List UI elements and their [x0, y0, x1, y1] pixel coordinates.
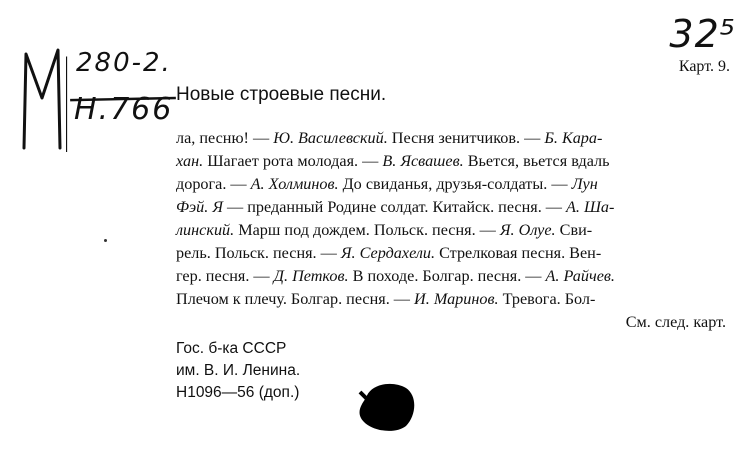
library-line: Гос. б-ка СССР [176, 340, 287, 357]
handwritten-code-top: 280-2. [76, 48, 172, 78]
body-line: Плечом к плечу. Болгар. песня. — И. Маринов. Тревога. Бол- [176, 290, 596, 308]
author-name: Фэй. [176, 198, 209, 216]
author-name: Д. Петков. [273, 267, 349, 285]
body-line: ла, песню! — Ю. Василевский. Песня зенитчиков. — Б. Кара- [176, 129, 603, 147]
corner-number: 32⁵ [669, 12, 736, 56]
body-line: Фэй. Я — преданный Родине солдат. Китайск. песня. — А. Ша- [176, 198, 615, 216]
author-name: Я. Сердахели. [340, 244, 436, 262]
body-line: линский. Марш под дождем. Польск. песня. — Я. Олуе. Сви- [176, 221, 593, 239]
author-name: Лун [571, 175, 598, 193]
body-line: рель. Польск. песня. — Я. Сердахели. Стрелковая песня. Вен- [176, 244, 602, 262]
author-name: Я [212, 198, 223, 216]
author-name: А. Райчев. [545, 267, 615, 285]
library-stamp [176, 338, 300, 404]
author-name: А. Холминов. [250, 175, 339, 193]
author-name: линский. [176, 221, 235, 239]
handwritten-m-mark [18, 40, 68, 152]
ink-blot [356, 378, 420, 434]
author-name: Ю. Василевский. [273, 129, 388, 147]
author-name: И. Маринов. [414, 290, 499, 308]
author-name: хан. [176, 152, 204, 170]
card-body-text [176, 127, 726, 334]
library-line: Н1096—56 (доп.) [176, 384, 300, 401]
ink-dot [104, 239, 107, 242]
body-line: См. след. карт. [625, 313, 726, 331]
body-line: гер. песня. — Д. Петков. В походе. Болгар. песня. — А. Райчев. [176, 267, 615, 285]
author-name: Б. Кара- [544, 129, 603, 147]
body-line: дорога. — А. Холминов. До свиданья, друзья-солдаты. — Лун [176, 175, 598, 193]
card-label: Карт. 9. [678, 58, 730, 75]
author-name: В. Ясвашев. [382, 152, 464, 170]
body-line: хан. Шагает рота молодая. — В. Ясвашев. Вьется, вьется вдаль [176, 152, 610, 170]
handwritten-code-bottom: H.766 [74, 92, 174, 127]
author-name: Я. Олуе. [499, 221, 556, 239]
card-title: Новые строевые песни. [176, 84, 387, 105]
library-line: им. В. И. Ленина. [176, 362, 301, 379]
author-name: А. Ша- [566, 198, 615, 216]
